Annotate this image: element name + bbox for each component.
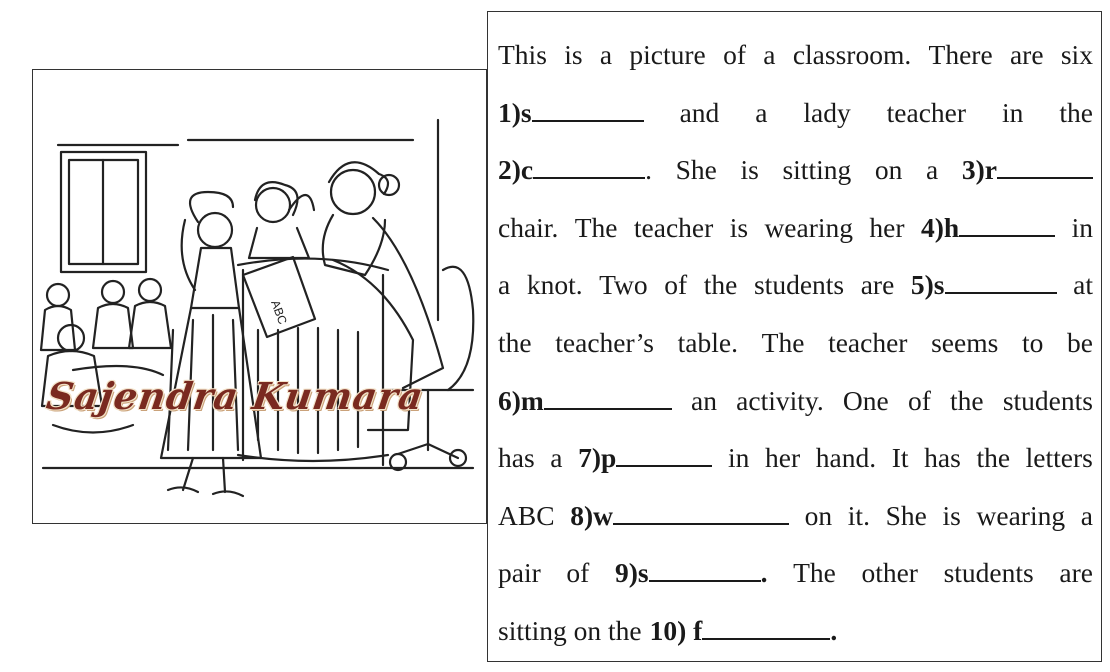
passage-word: are xyxy=(860,269,895,301)
question-number-4: 4)h xyxy=(920,211,960,243)
passage-word: a xyxy=(599,39,613,70)
passage-word: is xyxy=(729,211,749,243)
question-number-2: 2)c xyxy=(498,154,534,186)
passage-word: has xyxy=(924,442,961,474)
passage-word xyxy=(498,372,672,430)
passage-word xyxy=(615,544,768,602)
question-number-8: 8)w xyxy=(570,499,613,531)
passage-line-9 xyxy=(498,487,1093,545)
passage-word: the xyxy=(1059,96,1093,128)
question-number-9: 9)s xyxy=(614,557,649,589)
passage-word: of xyxy=(723,39,746,70)
passage-word: six xyxy=(1060,39,1093,70)
passage-word: are xyxy=(1059,557,1093,589)
passage-word: teacher xyxy=(828,326,908,358)
passage-word: teacher’s xyxy=(555,326,654,358)
answer-blank-4[interactable] xyxy=(959,233,1055,237)
passage-word: it. xyxy=(847,499,870,531)
passage-word: The xyxy=(793,557,836,589)
passage-word: There xyxy=(928,39,993,70)
passage-word xyxy=(498,84,644,142)
passage-word: One xyxy=(842,384,889,416)
passage-word: on xyxy=(804,499,833,531)
passage-word xyxy=(962,141,1093,199)
passage-line-3 xyxy=(498,141,1093,199)
passage-word: a xyxy=(550,442,563,474)
paper-label: ABC xyxy=(268,298,290,327)
classroom-drawing xyxy=(33,70,487,524)
passage-word: of xyxy=(907,384,931,416)
question-number-10: 10) f xyxy=(649,614,703,646)
passage-word: It xyxy=(891,442,909,474)
answer-blank-2[interactable] xyxy=(533,175,645,179)
passage-word: picture xyxy=(629,39,706,70)
passage-word: students xyxy=(1002,384,1093,416)
passage-word: of xyxy=(664,269,688,301)
passage-word: the xyxy=(498,326,532,358)
passage-word: is xyxy=(942,499,961,531)
passage-word: wearing xyxy=(764,211,854,243)
answer-blank-10[interactable] xyxy=(702,636,830,640)
passage-line-11 xyxy=(498,602,1093,660)
passage-word: This xyxy=(498,39,547,70)
passage-punctuation: . xyxy=(760,557,768,589)
passage-line-6 xyxy=(498,314,1093,372)
answer-blank-3[interactable] xyxy=(997,175,1093,179)
passage-word: on xyxy=(874,154,903,186)
passage-word: her xyxy=(869,211,905,243)
passage-word xyxy=(498,141,652,199)
passage-word: her xyxy=(764,442,801,474)
passage-line-4 xyxy=(498,199,1093,257)
passage-word: of xyxy=(566,557,590,589)
answer-blank-5[interactable] xyxy=(945,290,1057,294)
classroom-illustration xyxy=(32,69,487,524)
passage-word xyxy=(921,199,1055,257)
passage-word xyxy=(570,487,789,545)
passage-word: in xyxy=(1071,211,1093,243)
passage-word: students xyxy=(943,557,1034,589)
passage-line-7 xyxy=(498,372,1093,430)
passage-word: . xyxy=(645,154,652,186)
passage-word: The xyxy=(574,211,618,243)
passage-word: hand. xyxy=(815,442,877,474)
passage-word: a xyxy=(755,96,768,128)
passage-word: a xyxy=(1080,499,1093,531)
passage-word: in xyxy=(1001,96,1024,128)
passage-line-8 xyxy=(498,429,1093,487)
passage-word: the xyxy=(703,269,738,301)
passage-word xyxy=(650,602,838,660)
passage-word: activity. xyxy=(736,384,824,416)
passage-line-10 xyxy=(498,544,1093,602)
passage-word: seems xyxy=(931,326,999,358)
passage-word: classroom. xyxy=(792,39,912,70)
passage-word: ABC xyxy=(498,499,555,531)
passage-word: teacher xyxy=(633,211,714,243)
passage-line-2 xyxy=(498,84,1093,142)
passage-word: a xyxy=(925,154,939,186)
passage-line-1 xyxy=(498,26,1093,84)
passage-box xyxy=(487,11,1102,662)
passage-word: chair. xyxy=(498,211,559,243)
passage-word: wearing xyxy=(976,499,1066,531)
passage-word: an xyxy=(691,384,717,416)
passage-word: in xyxy=(727,442,750,474)
passage-line-5 xyxy=(498,256,1093,314)
passage-word: be xyxy=(1067,326,1093,358)
passage-word xyxy=(911,256,1057,314)
passage-word: pair xyxy=(498,557,541,589)
passage-word: other xyxy=(861,557,918,589)
passage-word: teacher xyxy=(886,96,967,128)
answer-blank-1[interactable] xyxy=(532,118,644,122)
passage-word: students xyxy=(753,269,845,301)
passage-word: lady xyxy=(803,96,851,128)
passage-word: and xyxy=(679,96,720,128)
answer-blank-9[interactable] xyxy=(649,578,761,582)
passage-word: The xyxy=(761,326,805,358)
passage-word: is xyxy=(740,154,759,186)
passage-word: the xyxy=(950,384,984,416)
question-number-1: 1)s xyxy=(498,96,532,128)
watermark-signature: Sajendra Kumara xyxy=(43,374,427,418)
passage-word: She xyxy=(885,499,927,531)
passage-punctuation: . xyxy=(830,614,838,646)
passage-word: to xyxy=(1021,326,1044,358)
passage-word: sitting xyxy=(782,154,852,186)
passage-word: has xyxy=(498,442,535,474)
passage-word: is xyxy=(564,39,583,70)
passage-word: knot. xyxy=(526,269,583,301)
answer-blank-6[interactable] xyxy=(544,406,672,410)
passage-word: She xyxy=(675,154,717,186)
passage-word: Two xyxy=(599,269,648,301)
passage-word: letters xyxy=(1025,442,1093,474)
answer-blank-7[interactable] xyxy=(616,463,712,467)
answer-blank-8[interactable] xyxy=(613,521,789,525)
question-number-3: 3)r xyxy=(961,154,997,186)
question-number-5: 5)s xyxy=(910,269,945,301)
passage-word: table. xyxy=(677,326,738,358)
passage-word: sitting on the xyxy=(498,614,642,646)
passage-word: at xyxy=(1073,269,1093,301)
question-number-6: 6)m xyxy=(498,384,544,416)
passage-word: the xyxy=(976,442,1011,474)
passage-word: a xyxy=(498,269,511,301)
question-number-7: 7)p xyxy=(578,442,617,474)
passage-word: a xyxy=(763,39,776,70)
passage-word xyxy=(578,429,712,487)
passage-word: are xyxy=(1009,39,1044,70)
